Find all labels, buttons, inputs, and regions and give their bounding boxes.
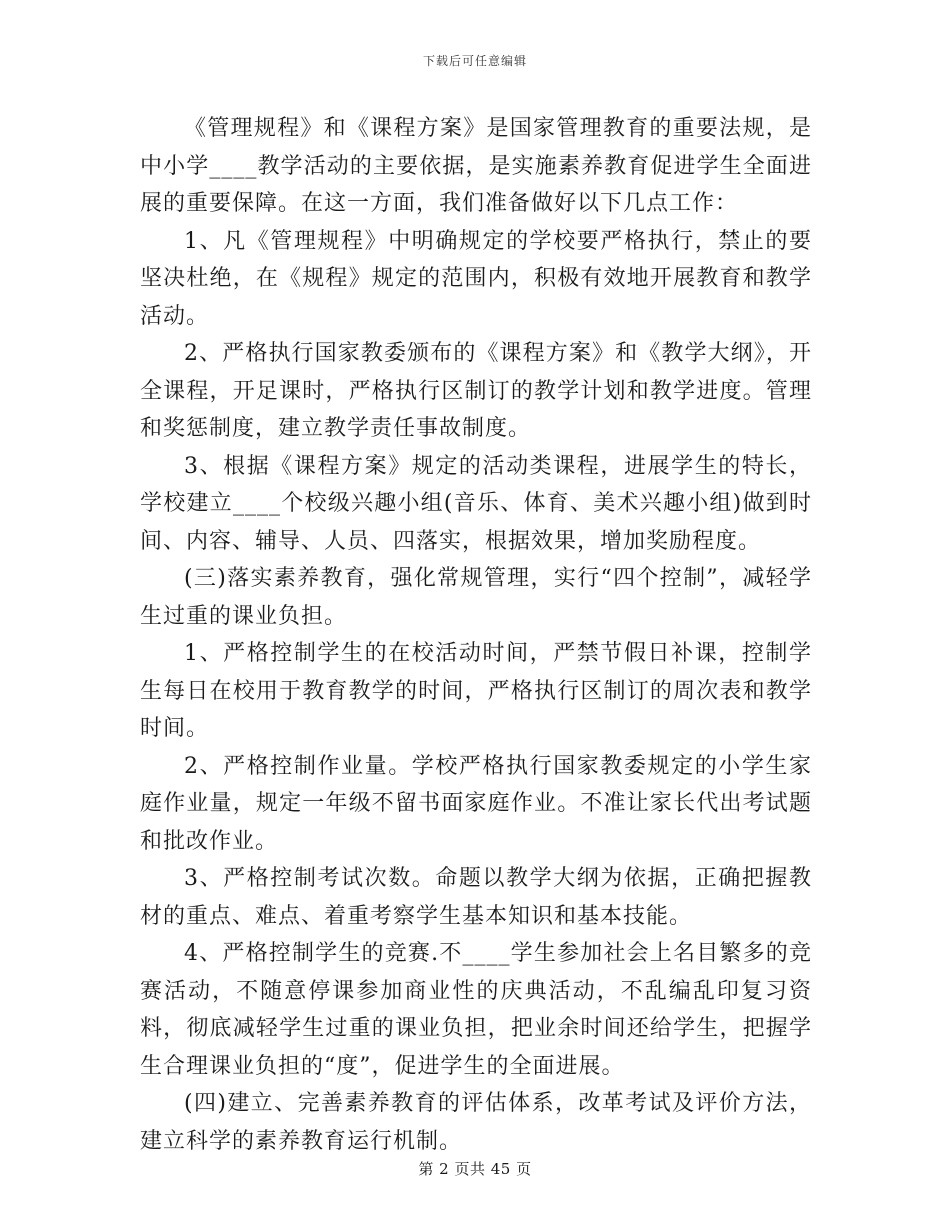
paragraph: 3、根据《课程方案》规定的活动类课程，进展学生的特长，学校建立____个校级兴趣小组(音乐、体育、美术兴趣小组)做到时间、内容、辅导、人员、四落实，根据效果，增加奖励程度。 [140, 453, 812, 554]
page-header: 下载后可任意编辑 [422, 54, 527, 68]
paragraph: 2、严格控制作业量。学校严格执行国家教委规定的小学生家庭作业量，规定一年级不留书面家庭作业。不准让家长代出考试题和批改作业。 [140, 753, 812, 854]
section-heading: (三)落实素养教育，强化常规管理，实行“四个控制”，减轻学生过重的课业负担。 [140, 566, 812, 629]
page-footer: 第 2 页共 45 页 [418, 1160, 532, 1178]
section-heading: (四)建立、完善素养教育的评估体系，改革考试及评价方法，建立科学的素养教育运行机制。 [140, 1091, 812, 1154]
paragraph: 《管理规程》和《课程方案》是国家管理教育的重要法规，是中小学____教学活动的主要依据，是实施素养教育促进学生全面进展的重要保障。在这一方面，我们准备做好以下几点工作： [140, 116, 812, 216]
document-body [140, 110, 812, 1160]
paragraph: 3、严格控制考试次数。命题以教学大纲为依据，正确把握教材的重点、难点、着重考察学生基本知识和基本技能。 [140, 866, 812, 929]
paragraph: 2、严格执行国家教委颁布的《课程方案》和《教学大纲》，开全课程，开足课时，严格执行区制订的教学计划和教学进度。管理和奖惩制度，建立教学责任事故制度。 [140, 341, 812, 441]
paragraph: 4、严格控制学生的竞赛.不____学生参加社会上名目繁多的竞赛活动，不随意停课参加商业性的庆典活动，不乱编乱印复习资料，彻底减轻学生过重的课业负担，把业余时间还给学生，把握学生合理课业负担的“度”，促进学生的全面进展。 [140, 941, 812, 1079]
paragraph: 1、严格控制学生的在校活动时间，严禁节假日补课，控制学生每日在校用于教育教学的时间，严格执行区制订的周次表和教学时间。 [140, 641, 812, 741]
paragraph: 1、凡《管理规程》中明确规定的学校要严格执行，禁止的要坚决杜绝，在《规程》规定的范围内，积极有效地开展教育和教学活动。 [140, 228, 812, 329]
